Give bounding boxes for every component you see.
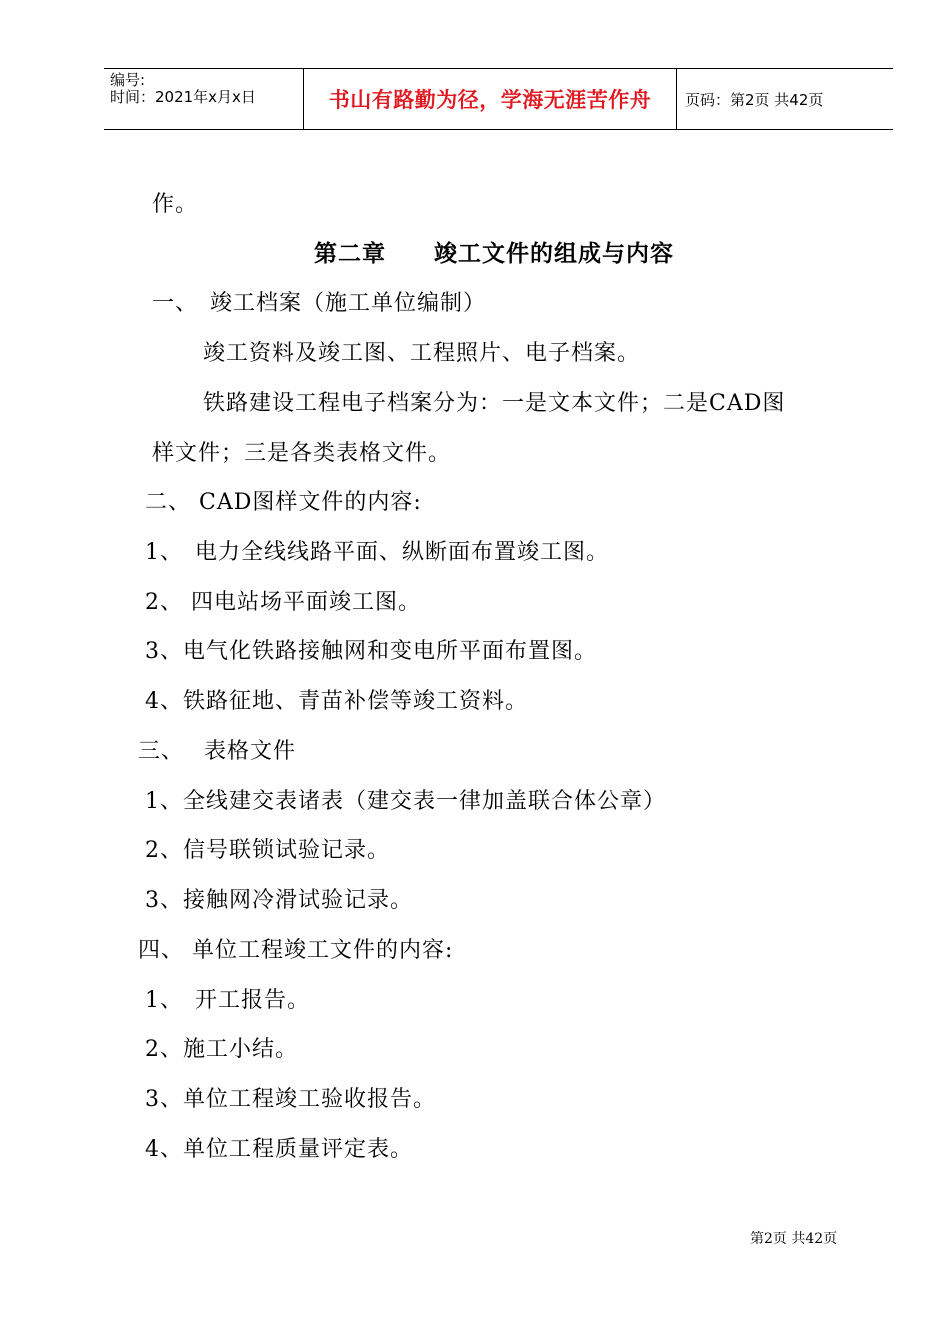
- header-page-info: 页码：第2页 共42页: [685, 90, 824, 109]
- page-footer: 第2页 共42页: [750, 1231, 838, 1247]
- section-heading: 一、 竣工档案（施工单位编制）: [152, 291, 487, 316]
- list-item: 4、单位工程质量评定表。: [145, 1137, 413, 1162]
- section-heading: 四、 单位工程竣工文件的内容:: [138, 938, 454, 963]
- list-item: 3、接触网冷滑试验记录。: [145, 888, 413, 913]
- date-line: 时间：2021年x月x日: [110, 88, 256, 106]
- chapter-heading: 第二章 竣工文件的组成与内容: [314, 241, 674, 267]
- section-heading: 二、 CAD图样文件的内容:: [145, 490, 422, 515]
- paragraph: 铁路建设工程电子档案分为：一是文本文件；二是CAD图: [203, 391, 786, 416]
- section-heading: 三、 表格文件: [138, 739, 296, 764]
- header-motto: 书山有路勤为径，学海无涯苦作舟: [304, 69, 677, 129]
- list-item: 1、 开工报告。: [145, 988, 310, 1013]
- paragraph: 竣工资料及竣工图、工程照片、电子档案。: [203, 341, 641, 366]
- list-item: 2、施工小结。: [145, 1037, 298, 1062]
- list-item: 1、 电力全线线路平面、纵断面布置竣工图。: [145, 540, 609, 565]
- list-item: 2、 四电站场平面竣工图。: [145, 590, 421, 615]
- list-item: 4、铁路征地、青苗补偿等竣工资料。: [145, 689, 528, 714]
- list-item: 3、单位工程竣工验收报告。: [145, 1087, 436, 1112]
- list-item: 1、全线建交表诸表（建交表一律加盖联合体公章）: [145, 789, 666, 814]
- paragraph-continuation: 样文件；三是各类表格文件。: [152, 441, 452, 466]
- text-line: 作。: [152, 192, 199, 217]
- serial-number-label: 编号:: [110, 71, 146, 89]
- list-item: 3、电气化铁路接触网和变电所平面布置图。: [145, 639, 597, 664]
- list-item: 2、信号联锁试验记录。: [145, 838, 390, 863]
- page-header: [104, 68, 893, 130]
- header-meta: [104, 69, 304, 129]
